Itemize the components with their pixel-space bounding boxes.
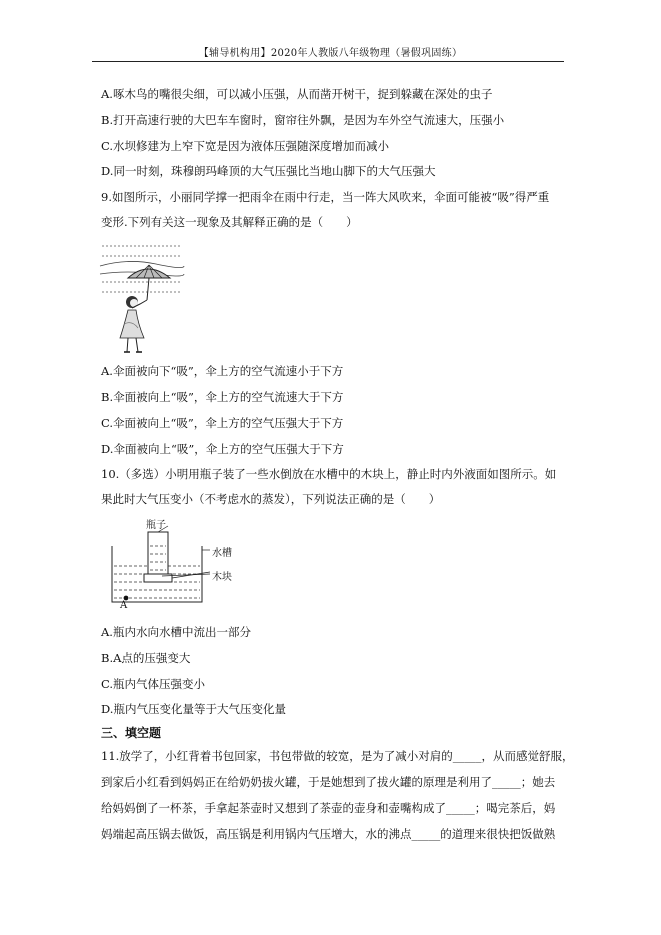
bottle-tank-figure [104, 516, 244, 612]
section-title-fill-blank: 三、填空题 [101, 726, 162, 740]
bottle-label: 瓶子 [146, 520, 166, 531]
q9-option-a: A.伞面被向下“吸”，伞上方的空气流速小于下方 [101, 364, 344, 378]
q9-stem-line2: 变形.下列有关这一现象及其解释正确的是（ ） [101, 215, 358, 229]
q8-option-d: D.同一时刻，珠穆朗玛峰顶的大气压强比当地山脚下的大气压强大 [101, 164, 436, 178]
q10-option-a: A.瓶内水向水槽中流出一部分 [101, 625, 251, 639]
header-rule [92, 61, 564, 62]
q9-option-d: D.伞面被向上“吸”，伞上方的空气压强大于下方 [101, 442, 344, 456]
q11-line2: 到家后小红看到妈妈正在给奶奶拔火罐，于是她想到了拔火罐的原理是利用了_____；她去 [101, 775, 556, 789]
q8-option-a: A.啄木鸟的嘴很尖细，可以减小压强，从而凿开树干，捉到躲藏在深处的虫子 [101, 87, 493, 101]
q10-stem-line1: 10.（多选）小明用瓶子装了一些水倒放在水槽中的木块上，静止时内外液面如图所示。如 [101, 467, 557, 481]
q8-option-c: C.水坝修建为上窄下宽是因为液体压强随深度增加而减小 [101, 139, 390, 153]
q10-option-c: C.瓶内气体压强变小 [101, 677, 206, 691]
block-label: 木块 [212, 572, 232, 583]
page-header: 【辅导机构用】2020年人教版八年级物理（暑假巩固练） [198, 48, 463, 59]
q11-line1: 11.放学了，小红背着书包回家，书包带做的较宽，是为了减小对肩的_____，从而感觉舒服， [101, 749, 574, 763]
tank-label: 水槽 [212, 548, 232, 559]
q11-line4: 妈端起高压锅去做饭，高压锅是利用锅内气压增大，水的沸点_____的道理来很快把饭做熟 [101, 827, 556, 841]
q9-stem-line1: 9.如图所示，小丽同学撑一把雨伞在雨中行走，当一阵大风吹来，伞面可能被“吸”得严重 [101, 190, 550, 204]
point-a-label: A [120, 600, 128, 611]
q9-option-b: B.伞面被向上“吸”，伞上方的空气流速大于下方 [101, 390, 344, 404]
q10-option-d: D.瓶内气压变化量等于大气压变化量 [101, 702, 286, 716]
q10-option-b: B.A点的压强变大 [101, 651, 191, 665]
q10-stem-line2: 果此时大气压变小（不考虑水的蒸发），下列说法正确的是（ ） [101, 492, 441, 506]
q11-line3: 给妈妈倒了一杯茶，手拿起茶壶时又想到了茶壶的壶身和壶嘴构成了_____；喝完茶后，妈 [101, 801, 556, 815]
umbrella-girl-figure [98, 238, 186, 358]
q8-option-b: B.打开高速行驶的大巴车车窗时，窗帘往外飘，是因为车外空气流速大，压强小 [101, 113, 505, 127]
q9-option-c: C.伞面被向上“吸”，伞上方的空气压强大于下方 [101, 416, 344, 430]
